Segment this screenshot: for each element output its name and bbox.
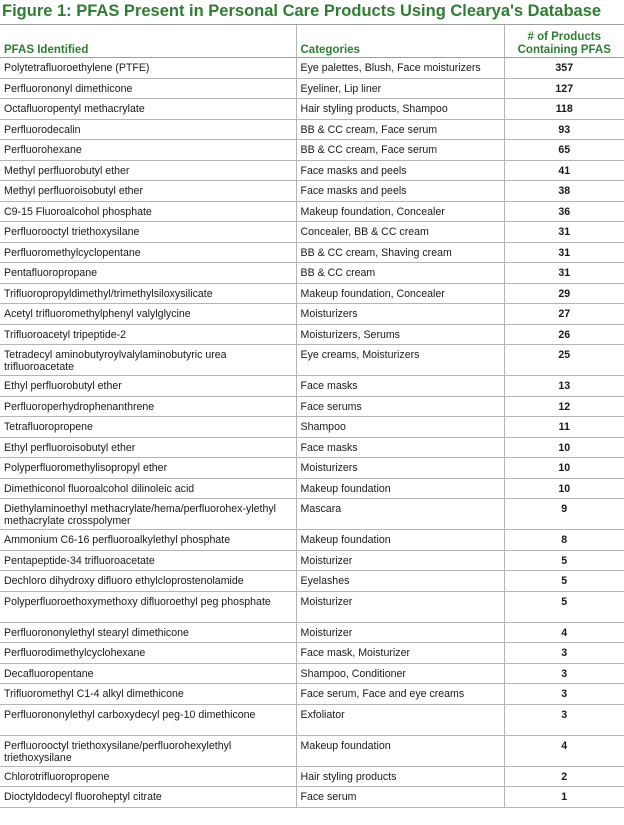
cell-pfas-name: Perfluorononyl dimethicone [0, 78, 296, 99]
table-row [0, 417, 624, 438]
cell-product-count: 4 [504, 622, 624, 643]
cell-pfas-name: Chlorotrifluoropropene [0, 766, 296, 787]
cell-pfas-name: Octafluoropentyl methacrylate [0, 99, 296, 120]
cell-product-count: 127 [504, 78, 624, 99]
table-row [0, 663, 624, 684]
cell-categories: Concealer, BB & CC cream [296, 222, 504, 243]
cell-pfas-name: Perfluorononylethyl stearyl dimethicone [0, 622, 296, 643]
cell-categories: Makeup foundation [296, 735, 504, 766]
cell-pfas-name: Polyperfluoromethylisopropyl ether [0, 458, 296, 479]
cell-categories: Face masks [296, 376, 504, 397]
table-row [0, 263, 624, 284]
cell-pfas-name: Ammonium C6-16 perfluoroalkylethyl phosphate [0, 530, 296, 551]
cell-product-count: 13 [504, 376, 624, 397]
cell-product-count: 41 [504, 160, 624, 181]
cell-product-count: 26 [504, 324, 624, 345]
column-header-pfas: PFAS Identified [0, 25, 296, 58]
cell-pfas-name: Decafluoropentane [0, 663, 296, 684]
cell-categories: Moisturizers [296, 458, 504, 479]
cell-pfas-name: Methyl perfluorobutyl ether [0, 160, 296, 181]
table-row [0, 437, 624, 458]
cell-categories: Shampoo, Conditioner [296, 663, 504, 684]
table-row [0, 222, 624, 243]
cell-pfas-name: Ethyl perfluorobutyl ether [0, 376, 296, 397]
cell-product-count: 93 [504, 119, 624, 140]
cell-product-count: 5 [504, 591, 624, 622]
cell-categories: Face masks and peels [296, 181, 504, 202]
cell-pfas-name: Trifluoromethyl C1-4 alkyl dimethicone [0, 684, 296, 705]
cell-categories: Face masks and peels [296, 160, 504, 181]
cell-pfas-name: Perfluorodimethylcyclohexane [0, 643, 296, 664]
table-row [0, 283, 624, 304]
table-row [0, 181, 624, 202]
cell-pfas-name: Perfluoroperhydrophenanthrene [0, 396, 296, 417]
table-row [0, 376, 624, 397]
cell-categories: Face mask, Moisturizer [296, 643, 504, 664]
cell-categories: Face masks [296, 437, 504, 458]
cell-pfas-name: Perfluorohexane [0, 140, 296, 161]
table-row [0, 478, 624, 499]
cell-categories: Mascara [296, 499, 504, 530]
table-row [0, 78, 624, 99]
table-row [0, 324, 624, 345]
table-row [0, 201, 624, 222]
cell-categories: Hair styling products, Shampoo [296, 99, 504, 120]
cell-product-count: 11 [504, 417, 624, 438]
table-row [0, 766, 624, 787]
cell-product-count: 3 [504, 684, 624, 705]
table-row [0, 242, 624, 263]
cell-product-count: 5 [504, 571, 624, 592]
cell-product-count: 65 [504, 140, 624, 161]
cell-pfas-name: Diethylaminoethyl methacrylate/hema/perfluorohex-ylethyl methacrylate crosspolymer [0, 499, 296, 530]
cell-pfas-name: Dechloro dihydroxy difluoro ethylcloprostenolamide [0, 571, 296, 592]
table-row [0, 787, 624, 808]
cell-categories: Exfoliator [296, 704, 504, 735]
table-row [0, 160, 624, 181]
cell-pfas-name: Trifluoroacetyl tripeptide-2 [0, 324, 296, 345]
cell-categories: BB & CC cream, Shaving cream [296, 242, 504, 263]
cell-product-count: 10 [504, 437, 624, 458]
cell-product-count: 357 [504, 58, 624, 79]
cell-categories: Shampoo [296, 417, 504, 438]
cell-product-count: 31 [504, 222, 624, 243]
cell-pfas-name: Pentapeptide-34 trifluoroacetate [0, 550, 296, 571]
figure-title: Figure 1: PFAS Present in Personal Care Products Using Clearya's Database [2, 2, 602, 20]
cell-categories: Moisturizers, Serums [296, 324, 504, 345]
table-row [0, 458, 624, 479]
table-row [0, 622, 624, 643]
cell-product-count: 10 [504, 458, 624, 479]
cell-categories: Moisturizer [296, 591, 504, 622]
cell-product-count: 5 [504, 550, 624, 571]
table-row [0, 571, 624, 592]
table-row [0, 140, 624, 161]
cell-pfas-name: Pentafluoropropane [0, 263, 296, 284]
cell-product-count: 38 [504, 181, 624, 202]
table-row [0, 396, 624, 417]
cell-product-count: 3 [504, 643, 624, 664]
column-header-product-count: # of Products Containing PFAS [504, 25, 624, 58]
cell-pfas-name: Perfluorooctyl triethoxysilane/perfluorohexylethyl triethoxysilane [0, 735, 296, 766]
cell-categories: Makeup foundation, Concealer [296, 201, 504, 222]
table-row [0, 643, 624, 664]
cell-pfas-name: Polytetrafluoroethylene (PTFE) [0, 58, 296, 79]
cell-pfas-name: C9-15 Fluoroalcohol phosphate [0, 201, 296, 222]
table-row [0, 735, 624, 766]
cell-pfas-name: Perfluoromethylcyclopentane [0, 242, 296, 263]
cell-product-count: 3 [504, 704, 624, 735]
table-header-row [0, 25, 624, 58]
cell-pfas-name: Ethyl perfluoroisobutyl ether [0, 437, 296, 458]
table-row [0, 119, 624, 140]
cell-categories: Eye palettes, Blush, Face moisturizers [296, 58, 504, 79]
cell-categories: Face serum [296, 787, 504, 808]
cell-product-count: 3 [504, 663, 624, 684]
cell-categories: BB & CC cream [296, 263, 504, 284]
cell-pfas-name: Perfluorooctyl triethoxysilane [0, 222, 296, 243]
cell-categories: BB & CC cream, Face serum [296, 140, 504, 161]
cell-categories: Moisturizers [296, 304, 504, 325]
cell-pfas-name: Tetrafluoropropene [0, 417, 296, 438]
table-row [0, 58, 624, 79]
cell-pfas-name: Polyperfluoroethoxymethoxy difluoroethyl peg phosphate [0, 591, 296, 622]
table-row [0, 345, 624, 376]
cell-categories: Makeup foundation, Concealer [296, 283, 504, 304]
cell-product-count: 36 [504, 201, 624, 222]
cell-categories: Moisturizer [296, 550, 504, 571]
cell-categories: Face serum, Face and eye creams [296, 684, 504, 705]
table-row [0, 530, 624, 551]
cell-product-count: 12 [504, 396, 624, 417]
table-row [0, 550, 624, 571]
cell-product-count: 8 [504, 530, 624, 551]
cell-product-count: 4 [504, 735, 624, 766]
table-row [0, 704, 624, 735]
cell-categories: Makeup foundation [296, 530, 504, 551]
cell-product-count: 2 [504, 766, 624, 787]
cell-pfas-name: Trifluoropropyldimethyl/trimethylsiloxysilicate [0, 283, 296, 304]
cell-product-count: 27 [504, 304, 624, 325]
cell-categories: Eyelashes [296, 571, 504, 592]
cell-categories: Makeup foundation [296, 478, 504, 499]
table-row [0, 591, 624, 622]
table-row [0, 684, 624, 705]
table-row [0, 99, 624, 120]
cell-product-count: 1 [504, 787, 624, 808]
cell-product-count: 9 [504, 499, 624, 530]
cell-product-count: 31 [504, 263, 624, 284]
cell-pfas-name: Perfluorodecalin [0, 119, 296, 140]
table-row [0, 304, 624, 325]
cell-categories: Eyeliner, Lip liner [296, 78, 504, 99]
cell-pfas-name: Methyl perfluoroisobutyl ether [0, 181, 296, 202]
cell-product-count: 25 [504, 345, 624, 376]
table-body [0, 58, 624, 808]
cell-pfas-name: Acetyl trifluoromethylphenyl valylglycine [0, 304, 296, 325]
cell-categories: Face serums [296, 396, 504, 417]
cell-product-count: 118 [504, 99, 624, 120]
table-row [0, 499, 624, 530]
cell-categories: Hair styling products [296, 766, 504, 787]
pfas-table [0, 24, 624, 808]
cell-product-count: 31 [504, 242, 624, 263]
cell-categories: BB & CC cream, Face serum [296, 119, 504, 140]
cell-product-count: 10 [504, 478, 624, 499]
column-header-categories: Categories [296, 25, 504, 58]
cell-categories: Moisturizer [296, 622, 504, 643]
cell-pfas-name: Dimethiconol fluoroalcohol dilinoleic acid [0, 478, 296, 499]
cell-product-count: 29 [504, 283, 624, 304]
cell-pfas-name: Dioctyldodecyl fluoroheptyl citrate [0, 787, 296, 808]
cell-pfas-name: Tetradecyl aminobutyroylvalylaminobutyric urea trifluoroacetate [0, 345, 296, 376]
cell-categories: Eye creams, Moisturizers [296, 345, 504, 376]
cell-pfas-name: Perfluorononylethyl carboxydecyl peg-10 dimethicone [0, 704, 296, 735]
